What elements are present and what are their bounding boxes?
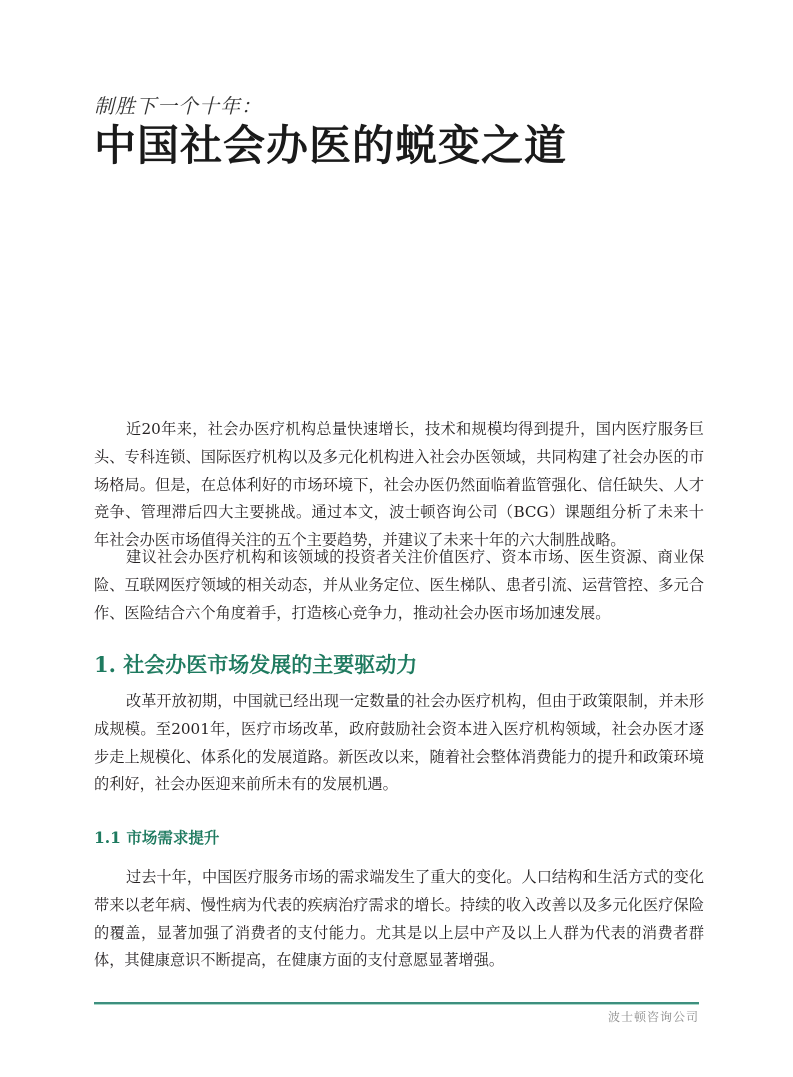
subsection-1-1-paragraph: 过去十年，中国医疗服务市场的需求端发生了重大的变化。人口结构和生活方式的变化带来以老年病、慢性病为代表的疾病治疗需求的增长。持续的收入改善以及多元化医疗保险的覆盖，显著加强了消费者的支付能力。尤其是以上层中产及以上人群为代表的消费者群体，其健康意识不断提高，在健康方面的支付意愿显著增强。	[94, 868, 704, 970]
title-kicker: 制胜下一个十年：	[94, 94, 262, 118]
subsection-heading-1-1: 1.1 市场需求提升	[94, 828, 220, 847]
footer-publisher: 波士顿咨询公司	[607, 1010, 699, 1024]
footer-divider	[94, 1002, 699, 1005]
intro-paragraph-2: 建议社会办医疗机构和该领域的投资者关注价值医疗、资本市场、医生资源、商业保险、互联网医疗领域的相关动态，并从业务定位、医生梯队、患者引流、运营管控、多元合作、医险结合六个角度着手，打造核心竞争力，推动社会办医市场加速发展。	[94, 548, 704, 622]
page-title: 中国社会办医的蜕变之道	[94, 121, 568, 170]
section-1-paragraph: 改革开放初期，中国就已经出现一定数量的社会办医疗机构，但由于政策限制，并未形成规模。至2001年，医疗市场改革，政府鼓励社会资本进入医疗机构领域，社会办医才逐步走上规模化、体系化的发展道路。新医改以来，随着社会整体消费能力的提升和政策环境的利好，社会办医迎来前所未有的发展机遇。	[94, 692, 704, 794]
intro-paragraph-1: 近20年来，社会办医疗机构总量快速增长，技术和规模均得到提升，国内医疗服务巨头、专科连锁、国际医疗机构以及多元化机构进入社会办医领域，共同构建了社会办医的市场格局。但是，在总体利好的市场环境下，社会办医仍然面临着监管强化、信任缺失、人才竞争、管理滞后四大主要挑战。通过本文，波士顿咨询公司（BCG）课题组分析了未来十年社会办医市场值得关注的五个主要趋势，并建议了未来十年的六大制胜战略。	[94, 420, 704, 550]
section-heading-1: 1. 社会办医市场发展的主要驱动力	[94, 652, 418, 677]
